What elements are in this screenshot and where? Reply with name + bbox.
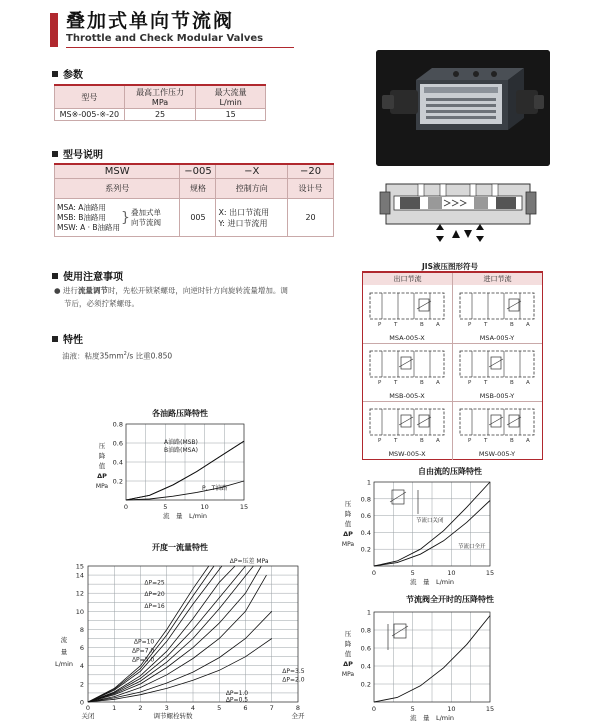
page-subtitle: Throttle and Check Modular Valves	[66, 33, 264, 44]
port-label: T	[484, 438, 488, 444]
chart2-title: 开度一流量特性	[152, 543, 208, 552]
x-tick-label: 0	[123, 503, 129, 511]
y-tick-label: 0	[79, 698, 84, 707]
table-header-cell: 型号	[55, 85, 125, 109]
valve-photo	[376, 50, 550, 166]
x-tick-label: 15	[485, 705, 495, 713]
port-label: P	[378, 322, 382, 328]
table-cell: 25	[124, 109, 196, 121]
chart-free-flow-drop	[338, 476, 508, 588]
header-line: 最高工作压力	[136, 88, 185, 97]
x-tick-label: 10	[200, 503, 209, 511]
x-axis-label: 流 量 L/min	[409, 714, 455, 722]
header-unit: L/min	[219, 98, 242, 107]
y-tick-label: 0.2	[360, 545, 371, 554]
y-axis-label-part: 降	[98, 452, 106, 460]
jis-symbol-label: MSW-005-Y	[478, 450, 516, 458]
table-row	[55, 85, 266, 109]
port-label: B	[510, 438, 514, 444]
flow-arrow-up-down-icon	[476, 224, 484, 242]
port-label: B	[510, 380, 514, 386]
x-tick-label: 5	[410, 705, 415, 713]
y-axis-label-part: 流	[60, 636, 68, 644]
y-tick-label: 12	[75, 589, 84, 598]
port-label: T	[484, 322, 488, 328]
notes-line2: 节后，必须拧紧螺母。	[64, 299, 139, 308]
brace-icon: }	[121, 209, 130, 226]
port-label: A	[436, 380, 440, 386]
series-label: ΔP=20	[144, 591, 165, 599]
table-header-cell	[124, 85, 196, 109]
y-tick-label: 0.8	[360, 626, 371, 635]
jis-symbol-drawing	[452, 283, 542, 329]
jis-symbol-label: MSA-005-Y	[479, 334, 515, 342]
x-tick-label: 7	[269, 704, 274, 712]
port-label: B	[510, 322, 514, 328]
y-tick-label: 15	[75, 562, 84, 571]
y-tick-label: 8	[79, 625, 84, 634]
jis-symbol-drawing	[362, 283, 452, 329]
y-tick-label: 1	[366, 608, 371, 617]
bullet-square-icon	[52, 71, 58, 77]
flow-arrow-up-down-icon	[436, 224, 444, 242]
series-line	[88, 566, 235, 702]
x-tick-label: 1	[112, 704, 117, 712]
port-label: A	[526, 438, 530, 444]
code-cell: MSW	[55, 164, 180, 179]
code-cell: −20	[288, 164, 334, 179]
direction-line: X: 出口节流用	[218, 207, 270, 217]
bullet-square-icon	[52, 151, 58, 157]
y-axis-label-part: 压	[344, 500, 352, 508]
section-notes-heading	[52, 268, 123, 283]
series-label: ΔP=1.0	[225, 689, 249, 697]
chart4-title: 节流阀全开时的压降特性	[406, 595, 494, 604]
port-label: A	[436, 322, 440, 328]
port-label: P	[468, 438, 472, 444]
jis-col-header: 出口节流	[363, 273, 453, 285]
oil-sup: 2	[123, 351, 127, 357]
notes-paragraph	[54, 284, 354, 310]
y-axis-label-part: MPa	[341, 541, 355, 548]
table-cell: MS※-005-※-20	[55, 109, 125, 121]
y-axis-label-part: 值	[344, 650, 352, 658]
y-tick-label: 0.2	[360, 680, 371, 689]
port-label: T	[394, 322, 398, 328]
y-axis-label-part: 压	[344, 630, 352, 638]
y-tick-label: 0.6	[360, 512, 371, 521]
direction-line: Y: 进口节流用	[218, 218, 268, 228]
section-model-heading	[52, 146, 103, 161]
x-tick-label: 5	[410, 569, 415, 577]
oil-prefix: 油液：粘度35mm	[62, 351, 124, 361]
section-params-label: 参数	[63, 70, 83, 81]
y-tick-label: 0.6	[360, 644, 371, 653]
series-cell	[55, 199, 180, 237]
jis-block-outline	[460, 293, 534, 319]
table-row	[55, 199, 334, 237]
port-label: P	[468, 322, 472, 328]
x-tick-label: 15	[485, 569, 495, 577]
jis-block-outline	[460, 351, 534, 377]
x-tick-label: 5	[163, 503, 168, 511]
series-line	[88, 566, 214, 702]
page-title: 叠加式单向节流阀	[66, 10, 235, 32]
port-label: P	[378, 438, 382, 444]
jis-block-outline	[370, 293, 444, 319]
port-label: B	[420, 380, 424, 386]
series-line: MSW: A · B油路用	[57, 222, 121, 232]
x-tick-label: 2	[138, 704, 143, 712]
header-label: ΔP=压差 MPa	[229, 558, 269, 565]
port-label: T	[394, 380, 398, 386]
y-tick-label: 2	[79, 680, 84, 689]
y-tick-label: 4	[79, 662, 84, 671]
port-label: A	[436, 438, 440, 444]
jis-block-outline	[460, 409, 534, 435]
port-label: B	[420, 322, 424, 328]
valve-cross-section	[378, 178, 538, 244]
label-cell: 系列号	[55, 179, 180, 199]
bullet-square-icon	[52, 273, 58, 279]
series-label: ΔP=25	[144, 579, 165, 587]
header-line: 最大流量	[214, 88, 247, 97]
series-label: ΔP=10	[133, 638, 155, 646]
jis-symbol-cell	[452, 341, 542, 399]
x-right-label: 全开	[291, 712, 305, 720]
port-label: A	[526, 322, 530, 328]
code-cell: −X	[216, 164, 288, 179]
y-axis-label-part: MPa	[95, 483, 109, 490]
x-tick-label: 0	[371, 569, 377, 577]
chart-full-open-drop	[338, 606, 508, 724]
x-tick-label: 0	[371, 705, 377, 713]
port-label: T	[394, 438, 398, 444]
y-axis-label-part: MPa	[341, 671, 355, 678]
jis-symbol-label: MSB-005-X	[389, 392, 425, 400]
bullet-square-icon	[52, 336, 58, 342]
y-tick-label: 6	[79, 644, 84, 653]
y-axis-label-part: 值	[98, 462, 106, 470]
code-cell: −005	[180, 164, 216, 179]
series-label: ΔP=16	[144, 602, 165, 610]
notes-rest: 时，先松开锁紧螺母，向逆时针方向旋转流量增加。调	[107, 286, 288, 295]
model-table	[54, 163, 334, 237]
table-row	[55, 164, 334, 179]
y-tick-label: 0.4	[360, 662, 371, 671]
design-cell: 20	[288, 199, 334, 237]
series-label: ΔP=3.5	[282, 668, 305, 676]
y-tick-label: 14	[75, 571, 84, 580]
x-tick-label: 10	[447, 569, 456, 577]
label-cell: 控制方向	[216, 179, 288, 199]
jis-symbol-cell	[362, 341, 452, 399]
y-tick-label: 0.6	[112, 439, 123, 448]
oil-spec	[62, 348, 172, 363]
y-tick-label: 0.8	[360, 495, 371, 504]
y-axis-label-part: 量	[60, 648, 68, 656]
throttle-arrow-icon	[390, 492, 406, 502]
direction-cell	[216, 199, 288, 237]
jis-symbol-drawing	[452, 341, 542, 387]
header-unit: MPa	[151, 98, 169, 107]
jis-symbol-label: MSW-005-X	[388, 450, 426, 458]
annotation-label: A油路(MSB)	[164, 439, 198, 446]
chart3-title: 自由流的压降特性	[418, 467, 482, 476]
annotation-label: 节流口全开	[458, 544, 486, 550]
series-line: MSA: A油路用	[57, 202, 106, 212]
notes-prefix: ● 进行	[54, 286, 78, 295]
jis-symbol-drawing	[362, 341, 452, 387]
section-features-heading	[52, 331, 83, 346]
jis-block-outline	[370, 351, 444, 377]
port-label: T	[484, 380, 488, 386]
y-axis-label-part: L/min	[54, 660, 74, 668]
jis-block-outline	[370, 409, 444, 435]
section-model-label: 型号说明	[63, 150, 103, 161]
series-label: ΔP=5.0	[131, 656, 155, 664]
label-cell: 设计号	[288, 179, 334, 199]
x-tick-label: 8	[295, 704, 301, 712]
jis-symbol-cell	[452, 399, 542, 457]
label-cell: 规格	[180, 179, 216, 199]
y-tick-label: 0.4	[360, 528, 371, 537]
y-tick-label: 10	[75, 607, 84, 616]
x-axis-label: 流 量 L/min	[162, 512, 208, 520]
x-tick-label: 10	[447, 705, 456, 713]
y-axis-label-part: 降	[344, 640, 352, 648]
series-line	[88, 566, 209, 702]
series-line	[88, 566, 261, 702]
port-label: B	[420, 438, 424, 444]
annotation-label: 节流口关闭	[416, 518, 444, 524]
y-axis-label-part: ΔP	[343, 530, 353, 538]
title-accent-bar	[50, 13, 58, 47]
size-cell: 005	[180, 199, 216, 237]
x-tick-label: 15	[239, 503, 249, 511]
jis-symbol-cell	[362, 283, 452, 341]
y-tick-label: 1	[366, 478, 371, 487]
table-header-cell	[196, 85, 266, 109]
jis-symbol-cell	[362, 399, 452, 457]
flow-arrow-up-icon	[452, 230, 460, 238]
x-tick-label: 3	[164, 704, 169, 712]
x-tick-label: 6	[243, 704, 248, 712]
table-row	[55, 179, 334, 199]
jis-symbol-label: MSA-005-X	[389, 334, 425, 342]
series-desc-line: 向节流阀	[130, 217, 161, 227]
section-params-heading	[52, 66, 83, 81]
jis-symbol-drawing	[362, 399, 452, 445]
x-axis-label: 流 量 L/min	[409, 578, 455, 586]
port-label: P	[378, 380, 382, 386]
port-label: A	[526, 380, 530, 386]
annotation-label: B油路(MSA)	[164, 447, 198, 454]
series-label: ΔP=2.0	[282, 676, 305, 684]
flow-arrow-down-icon	[464, 230, 472, 238]
y-axis-label-part: ΔP	[343, 660, 353, 668]
y-tick-label: 0.2	[112, 477, 123, 486]
section-features-label: 特性	[63, 335, 83, 346]
series-desc-line: 叠加式单	[130, 207, 161, 217]
jis-col-header: 进口节流	[453, 273, 542, 285]
section-notes-label: 使用注意事项	[63, 272, 123, 283]
series-label: ΔP=0.5	[225, 696, 249, 704]
y-tick-label: 0.4	[112, 458, 123, 467]
x-left-label: 关闭	[81, 712, 95, 720]
notes-bold: 流量调节	[77, 286, 108, 295]
table-cell: 15	[196, 109, 266, 121]
x-axis-label: 调节螺栓转数	[153, 712, 193, 720]
y-axis-label-part: ΔP	[97, 472, 107, 480]
y-axis-label-part: 压	[98, 442, 106, 450]
jis-title: JIS液压图形符号	[422, 262, 478, 271]
y-axis-label-part: 值	[344, 520, 352, 528]
x-tick-label: 5	[217, 704, 222, 712]
table-row	[55, 109, 266, 121]
port-label: P	[468, 380, 472, 386]
x-tick-label: 0	[85, 704, 91, 712]
x-tick-label: 4	[190, 704, 196, 712]
jis-symbol-drawing	[452, 399, 542, 445]
series-label: ΔP=7.0	[131, 647, 155, 655]
y-axis-label-part: 降	[344, 510, 352, 518]
params-table	[54, 84, 266, 121]
jis-symbol-label: MSB-005-Y	[479, 392, 515, 400]
annotation-label: P、T油路	[202, 485, 228, 492]
oil-rest: /s 比重0.850	[126, 351, 173, 361]
series-line	[88, 566, 222, 702]
y-tick-label: 0.8	[112, 420, 123, 429]
chart-opening-flow	[52, 554, 308, 724]
chart-pressure-drop-by-line	[52, 418, 262, 524]
series-line: MSB: B油路用	[57, 212, 106, 222]
title-rule	[66, 47, 294, 48]
jis-symbol-cell	[452, 283, 542, 341]
chart1-title: 各油路压降特性	[152, 409, 208, 418]
throttle-arrow-icon	[392, 626, 408, 636]
